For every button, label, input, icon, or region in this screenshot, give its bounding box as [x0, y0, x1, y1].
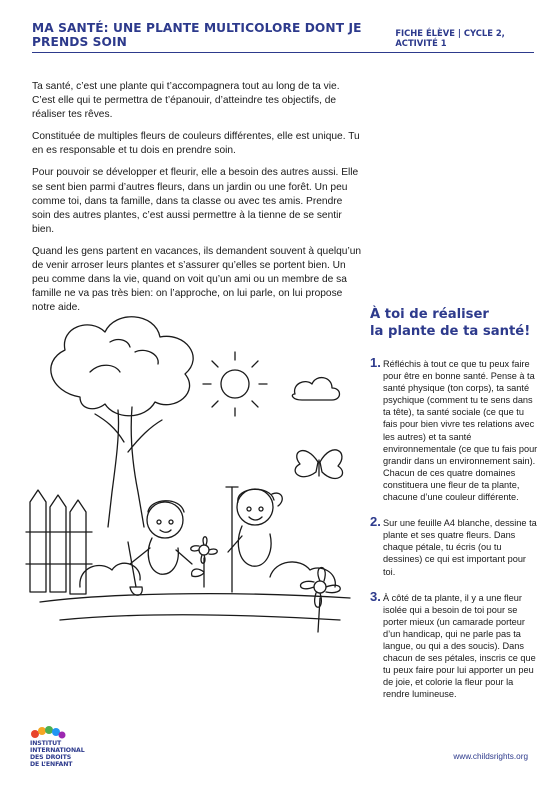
institute-logo [30, 724, 110, 772]
step-text: À côté de ta plante, il y a une fleur isolée qui a besoin de toi pour se porter mieux (un camarade porteur d’un handicap, qui ne parle pas ta langue, ou qui a des soucis). Dans chacun de ses pétales, inscris ce que tu peux faire pour lui apporter un peu de joie, et colorie la fleur pour la rendre lumineuse. [383, 592, 536, 700]
activity-step [370, 588, 540, 701]
step-text: Réfléchis à tout ce que tu peux faire pour être en bonne santé. Pense à ta santé physique (ton corps), ta santé psychique (comment tu te sens dans ta tête), ta santé sociale (ce que tu fais pour bien vivre tes relations avec les autres) et ta santé environnementale (ce que tu fais pour grandir dans un environnement sain). Chacun de ces quatre domaines constituera une fleur de ta plante, chacune d’une couleur différente. [383, 359, 538, 503]
footer-website: www.childsrights.org [453, 752, 528, 761]
step-number: 3. [370, 588, 381, 604]
intro-paragraph: Pour pouvoir se développer et fleurir, elle a besoin des autres aussi. Elle se sent bien parmi d’autres fleurs, dans un jardin ou une forêt. Un peu comme toi, dans ta famille, dans ta classe ou avec tes amis. Prendre soin des autres plantes, c’est aussi permettre à la tienne de se sentir bien. [32, 167, 359, 235]
intro-paragraph: Constituée de multiples fleurs de couleurs différentes, elle est unique. Tu en es responsable et tu dois en prendre soin. [32, 131, 360, 157]
sun-icon [203, 352, 267, 416]
flower-icon [191, 537, 218, 587]
activity-step [370, 355, 540, 503]
activity-step [370, 514, 540, 577]
logo-wordmark: INSTITUT INTERNATIONAL DES DROITS DE L’ENFANT [30, 740, 85, 768]
intro-text [32, 80, 362, 323]
page-title: MA SANTÉ: UNE PLANTE MULTICOLORE DONT JE PRENDS SOIN [32, 21, 362, 49]
butterfly-icon [295, 450, 342, 479]
step-number: 2. [370, 514, 381, 530]
intro-paragraph: Ta santé, c’est une plante qui t’accompagnera tout au long de ta vie. C’est elle qui te permettra de t’épanouir, d’atteindre tes objectifs, de réaliser tes rêves. [32, 81, 340, 121]
tree-icon [51, 317, 193, 527]
page-header [32, 21, 534, 53]
step-number: 1. [370, 355, 381, 370]
intro-paragraph: Quand les gens partent en vacances, ils demandent souvent à quelqu’un de venir arroser leurs plantes et s’assurer qu’elles se portent bien. Un peu comme dans la vie, quand on voit qu’un ami ou un membre de sa famille ne va pas très bien: on l’approche, on lui parle, on lui propose notre aide. [32, 245, 362, 314]
worksheet-meta: FICHE ÉLÈVE | CYCLE 2, ACTIVITÉ 1 [395, 28, 505, 48]
activity-heading: À toi de réaliser la plante de ta santé! [370, 307, 531, 339]
bush-icon [80, 563, 140, 587]
activity-instructions [370, 306, 540, 714]
fence-icon [26, 490, 92, 594]
cloud-icon [292, 378, 339, 400]
boy-gardening-icon [128, 501, 192, 596]
step-text: Sur une feuille A4 blanche, dessine ta plante et ses quatre fleurs. Dans chaque pétale, tu écris (ou tu dessines) ce qui est important pour toi. [383, 518, 537, 577]
garden-coloring-illustration [20, 302, 360, 642]
girl-gardening-icon [226, 487, 282, 592]
